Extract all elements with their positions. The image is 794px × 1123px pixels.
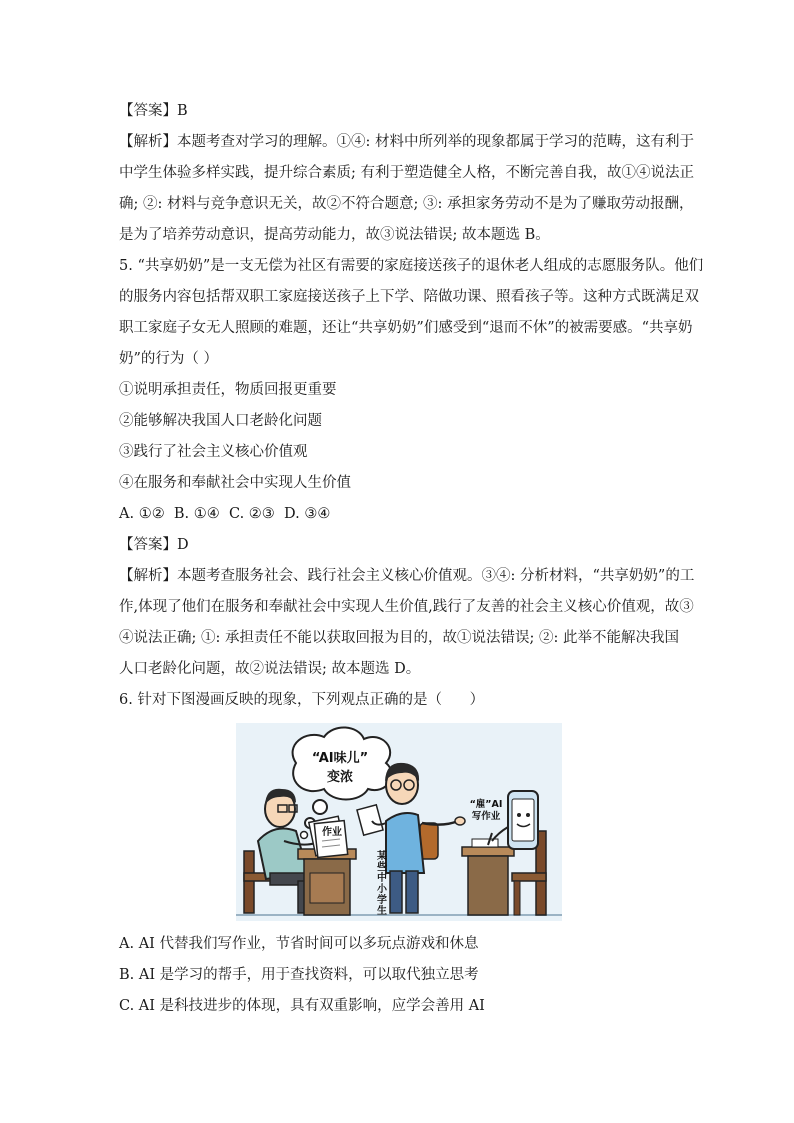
q5-stem-line: 的服务内容包括帮双职工家庭接送孩子上下学、陪做功课、照看孩子等。这种方式既满足双 [119, 289, 699, 305]
q5-statement: ③践行了社会主义核心价值观 [119, 444, 308, 460]
q4-answer: 【答案】B [119, 103, 188, 119]
q5-statement: ④在服务和奉献社会中实现人生价值 [119, 475, 351, 491]
q4-analysis-line: 确; ②: 材料与竞争意识无关，故②不符合题意; ③: 承担家务劳动不是为了赚取劳动报酬， [119, 196, 694, 212]
svg-text:些: 些 [377, 862, 387, 873]
q5-analysis-line: 【解析】本题考查服务社会、践行社会主义核心价值观。③④: 分析材料，“共享奶奶”的工 [119, 568, 695, 584]
paper-label: 作业 [322, 827, 342, 838]
q5-analysis-line: 人口老龄化问题，故②说法错误; 故本题选 D。 [119, 661, 421, 677]
svg-text:某: 某 [377, 851, 387, 862]
q6-option-b: B. AI 是学习的帮手，用于查找资料，可以取代独立思考 [119, 967, 479, 983]
student-caption [376, 849, 388, 917]
svg-text:小: 小 [377, 884, 387, 895]
q4-analysis-line: 【解析】本题考查对学习的理解。①④: 材料中所列举的现象都属于学习的范畴，这有利于 [119, 134, 694, 150]
phone-caption-1: “雇”AI [469, 799, 503, 810]
svg-text:生: 生 [377, 906, 387, 917]
q5-stem-line: 奶”的行为（ ） [119, 351, 219, 367]
q5-statement: ②能够解决我国人口老龄化问题 [119, 413, 322, 429]
svg-text:学: 学 [377, 895, 387, 906]
q6-stem: 6. 针对下图漫画反映的现象，下列观点正确的是（ ） [119, 692, 485, 708]
svg-text:中: 中 [377, 873, 387, 884]
q6-option-a: A. AI 代替我们写作业，节省时间可以多玩点游戏和休息 [119, 936, 479, 952]
q5-options: A. ①② B. ①④ C. ②③ D. ③④ [119, 506, 331, 522]
q5-statement: ①说明承担责任，物质回报更重要 [119, 382, 337, 398]
q6-option-c: C. AI 是科技进步的体现，具有双重影响，应学会善用 AI [119, 998, 485, 1014]
ai-homework-cartoon [236, 723, 562, 921]
phone-caption-2: 写作业 [471, 811, 501, 822]
q5-analysis-line: ④说法正确; ①: 承担责任不能以获取回报为目的，故①说法错误; ②: 此举不能解决我国 [119, 630, 679, 646]
bubble-text-1: “AI味儿” [311, 751, 369, 766]
student-desk [462, 839, 514, 915]
q5-answer: 【答案】D [119, 537, 189, 553]
q5-analysis-line: 作,体现了他们在服务和奉献社会中实现人生价值,践行了友善的社会主义核心价值观，故③ [119, 599, 694, 615]
bubble-text-2: 变浓 [326, 770, 354, 785]
q4-analysis-line: 是为了培养劳动意识，提高劳动能力，故③说法错误; 故本题选 B。 [119, 227, 550, 243]
teacher-desk [298, 849, 356, 915]
homework-papers [309, 816, 348, 857]
q4-analysis-line: 中学生体验多样实践，提升综合素质; 有利于塑造健全人格，不断完善自我，故①④说法正 [119, 165, 694, 181]
q5-stem-line: 职工家庭子女无人照顾的难题，还让“共享奶奶”们感受到“退而不休”的被需要感。“共享奶 [119, 320, 693, 336]
q5-stem-line: 5. “共享奶奶”是一支无偿为社区有需要的家庭接送孩子的退休老人组成的志愿服务队。他们 [119, 258, 704, 274]
